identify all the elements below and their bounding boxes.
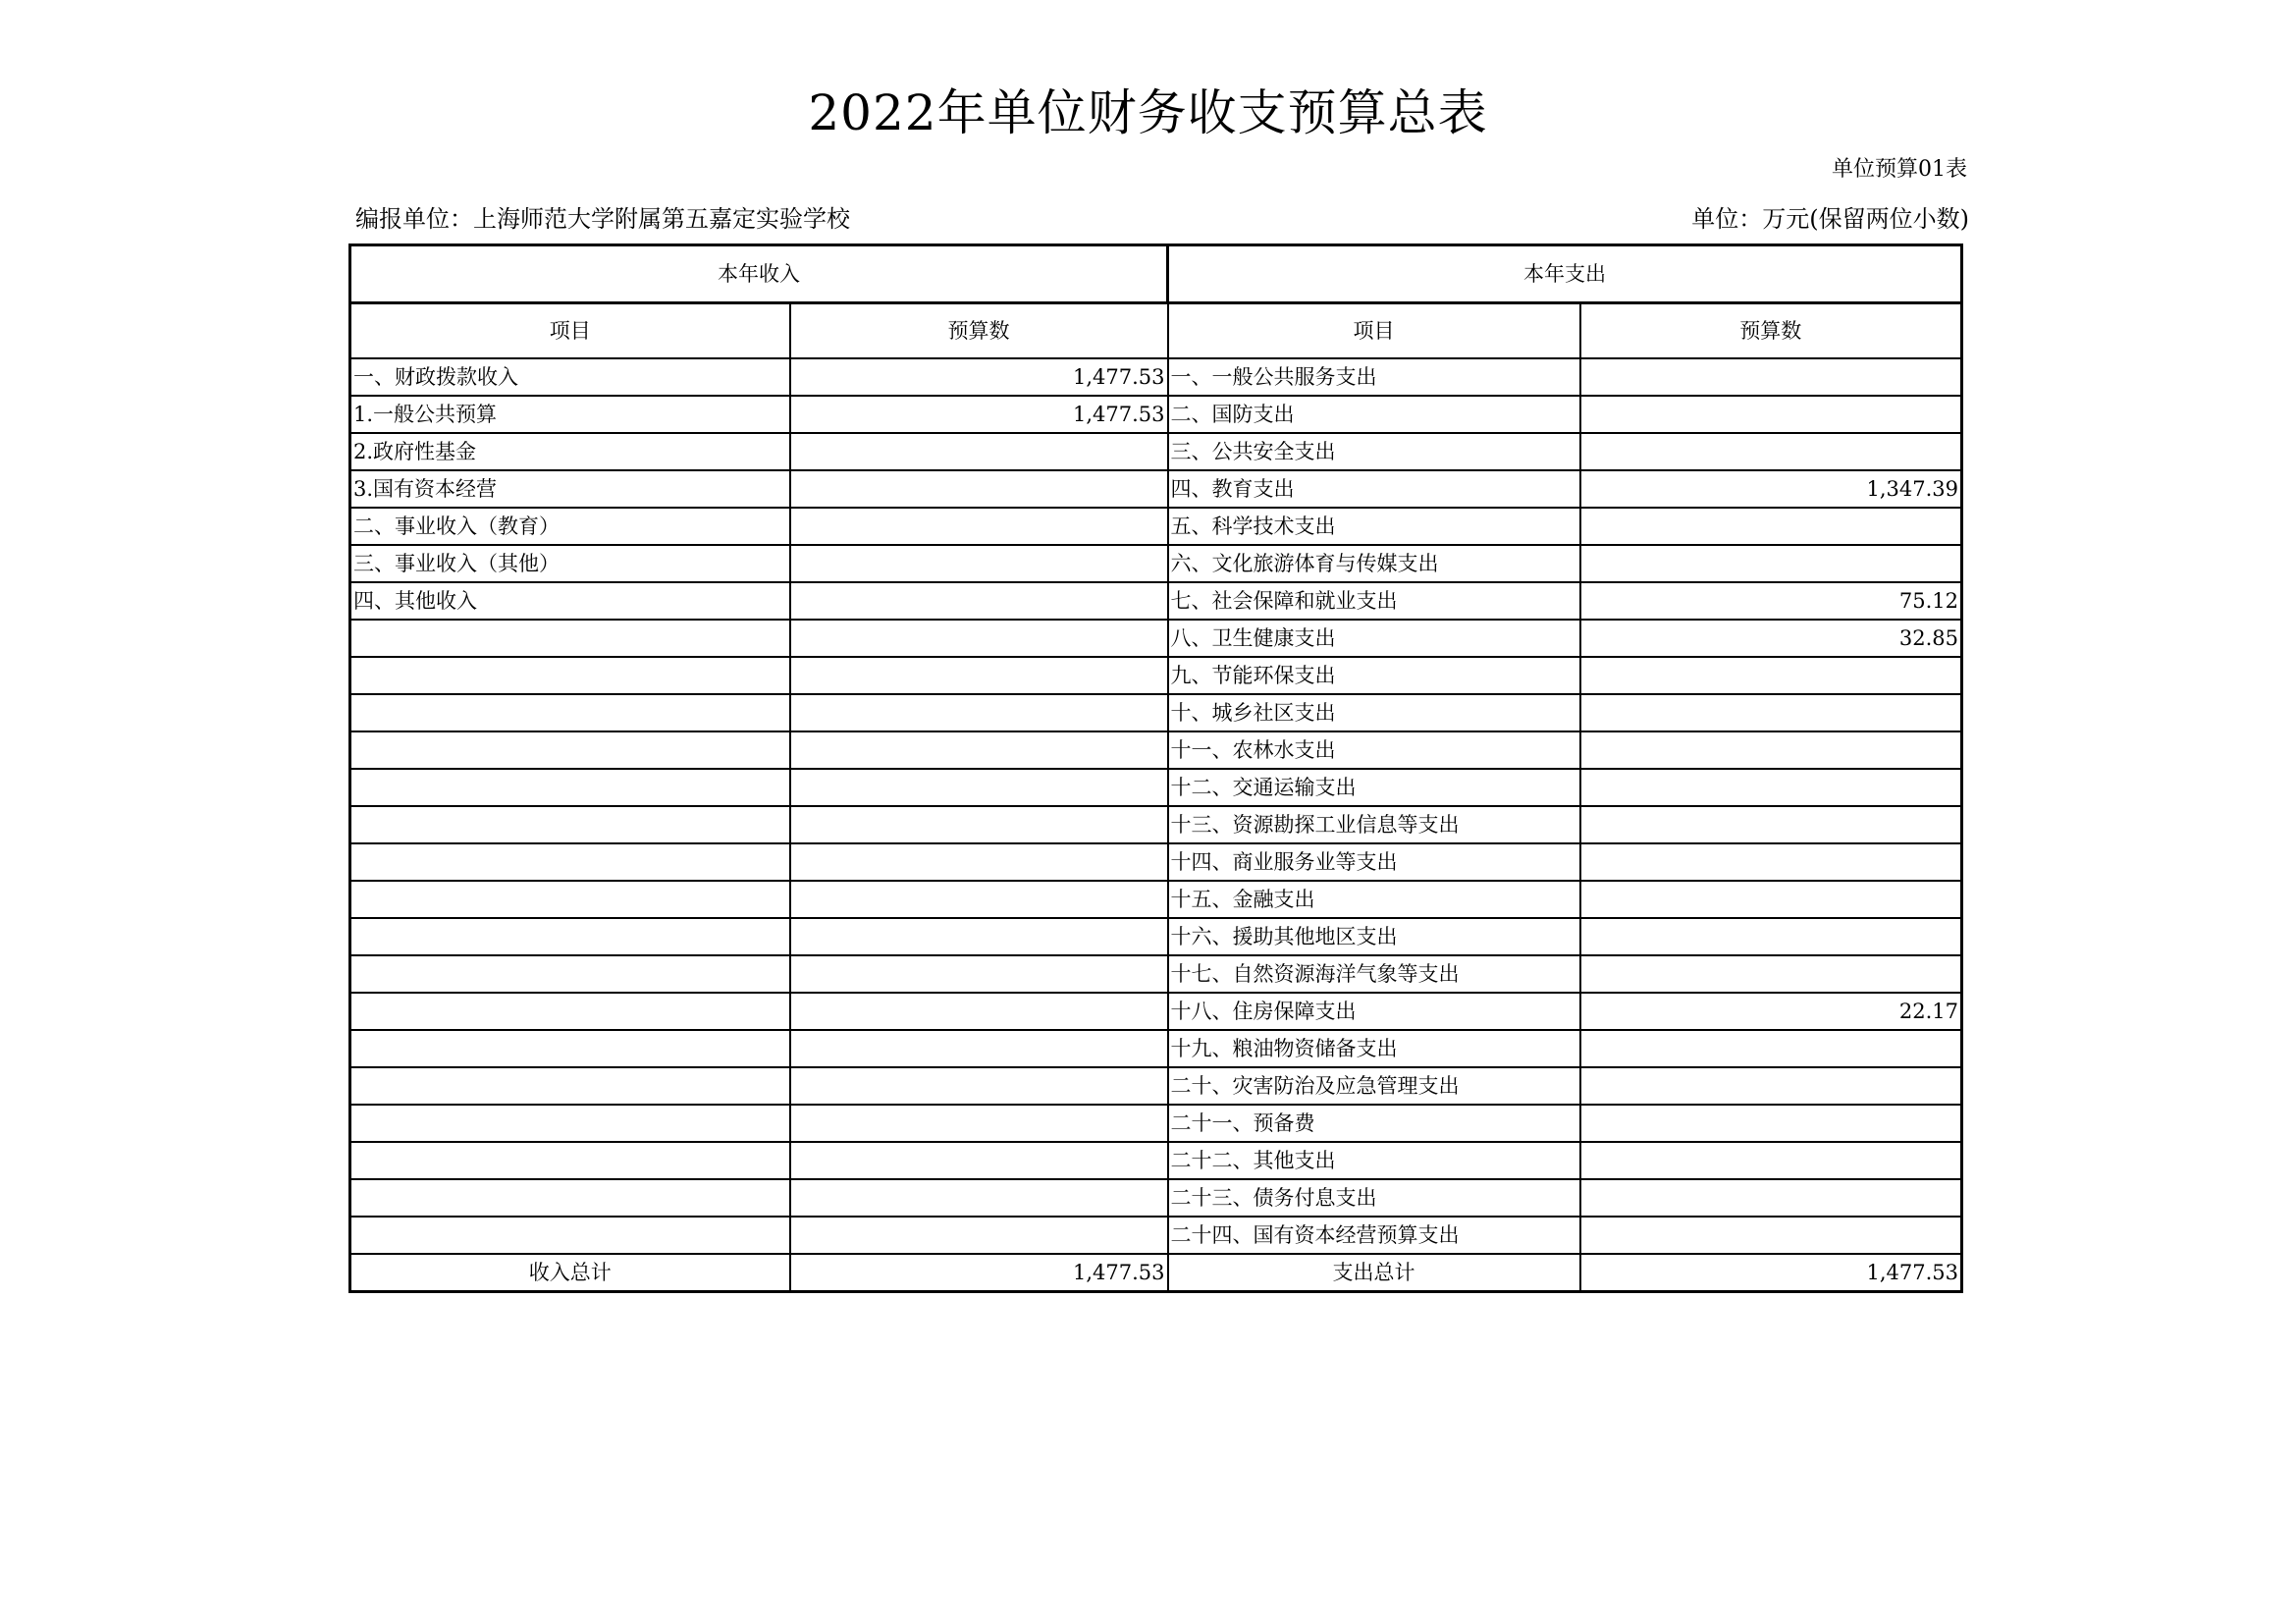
- table-row: [350, 1030, 1962, 1067]
- income-amount-cell: [790, 955, 1168, 993]
- expense-amount-cell: [1580, 545, 1962, 582]
- income-amount-cell: [790, 993, 1168, 1030]
- income-amount-cell: [790, 508, 1168, 545]
- income-item-cell: [350, 1105, 790, 1142]
- expense-amount-cell: [1580, 1105, 1962, 1142]
- income-amount-cell: 1,477.53: [790, 396, 1168, 433]
- expense-item-cell: 八、卫生健康支出: [1168, 620, 1580, 657]
- table-row: [350, 396, 1962, 433]
- expense-amount-cell: [1580, 433, 1962, 470]
- income-amount-cell: [790, 582, 1168, 620]
- income-item-cell: [350, 955, 790, 993]
- expense-item-cell: 二、国防支出: [1168, 396, 1580, 433]
- expense-item-cell: 三、公共安全支出: [1168, 433, 1580, 470]
- income-item-cell: [350, 993, 790, 1030]
- table-row: [350, 1142, 1962, 1179]
- income-amount-cell: 1,477.53: [790, 358, 1168, 396]
- expense-item-cell: 十七、自然资源海洋气象等支出: [1168, 955, 1580, 993]
- expense-item-cell: 十二、交通运输支出: [1168, 769, 1580, 806]
- income-amount-cell: [790, 1217, 1168, 1254]
- income-group-header: 本年收入: [350, 245, 1168, 303]
- table-row: [350, 433, 1962, 470]
- expense-item-cell: 四、教育支出: [1168, 470, 1580, 508]
- income-item-cell: [350, 1179, 790, 1217]
- income-amount-cell: [790, 1179, 1168, 1217]
- expense-amount-cell: [1580, 1142, 1962, 1179]
- expense-amount-cell: [1580, 918, 1962, 955]
- expense-total-label: 支出总计: [1168, 1254, 1580, 1292]
- income-amount-cell: [790, 1030, 1168, 1067]
- table-row: [350, 1217, 1962, 1254]
- table-row: [350, 1067, 1962, 1105]
- total-row: [350, 1254, 1962, 1292]
- expense-item-cell: 九、节能环保支出: [1168, 657, 1580, 694]
- table-row: [350, 993, 1962, 1030]
- expense-amount-cell: [1580, 769, 1962, 806]
- table-row: [350, 955, 1962, 993]
- table-row: [350, 881, 1962, 918]
- income-item-cell: [350, 1030, 790, 1067]
- income-item-cell: [350, 694, 790, 731]
- income-item-cell: [350, 918, 790, 955]
- expense-amount-cell: [1580, 694, 1962, 731]
- expense-amount-cell: 32.85: [1580, 620, 1962, 657]
- expense-amount-cell: [1580, 731, 1962, 769]
- expense-amount-cell: [1580, 1217, 1962, 1254]
- income-amount-cell: [790, 769, 1168, 806]
- expense-amount-cell: [1580, 508, 1962, 545]
- income-amount-cell: [790, 1105, 1168, 1142]
- income-item-cell: 一、财政拨款收入: [350, 358, 790, 396]
- expense-item-cell: 十三、资源勘探工业信息等支出: [1168, 806, 1580, 843]
- income-amount-cell: [790, 1142, 1168, 1179]
- expense-amount-cell: [1580, 657, 1962, 694]
- expense-amount-cell: 1,347.39: [1580, 470, 1962, 508]
- income-item-cell: 三、事业收入（其他）: [350, 545, 790, 582]
- reporting-org: 编报单位：上海师范大学附属第五嘉定实验学校: [355, 205, 850, 233]
- expense-group-header: 本年支出: [1168, 245, 1962, 303]
- table-row: [350, 806, 1962, 843]
- table-row: [350, 918, 1962, 955]
- income-item-cell: [350, 1142, 790, 1179]
- income-item-cell: [350, 620, 790, 657]
- income-amount-cell: [790, 918, 1168, 955]
- income-item-cell: [350, 731, 790, 769]
- income-item-cell: [350, 657, 790, 694]
- income-item-cell: [350, 806, 790, 843]
- income-item-header: 项目: [350, 303, 790, 359]
- table-row: [350, 358, 1962, 396]
- income-item-cell: [350, 1217, 790, 1254]
- income-amount-cell: [790, 881, 1168, 918]
- income-item-cell: [350, 1067, 790, 1105]
- income-item-cell: 1.一般公共预算: [350, 396, 790, 433]
- income-item-cell: [350, 881, 790, 918]
- income-amount-cell: [790, 806, 1168, 843]
- expense-item-cell: 十八、住房保障支出: [1168, 993, 1580, 1030]
- unit-note: 单位：万元(保留两位小数): [1691, 205, 1969, 233]
- income-item-cell: 3.国有资本经营: [350, 470, 790, 508]
- income-item-cell: 二、事业收入（教育）: [350, 508, 790, 545]
- income-amount-cell: [790, 620, 1168, 657]
- expense-item-cell: 十六、援助其他地区支出: [1168, 918, 1580, 955]
- table-row: [350, 508, 1962, 545]
- income-amount-cell: [790, 731, 1168, 769]
- expense-amount-cell: [1580, 806, 1962, 843]
- expense-amount-cell: [1580, 843, 1962, 881]
- expense-item-cell: 二十一、预备费: [1168, 1105, 1580, 1142]
- expense-item-cell: 二十三、债务付息支出: [1168, 1179, 1580, 1217]
- expense-amount-cell: [1580, 1030, 1962, 1067]
- table-row: [350, 731, 1962, 769]
- expense-item-cell: 二十、灾害防治及应急管理支出: [1168, 1067, 1580, 1105]
- table-row: [350, 657, 1962, 694]
- income-item-cell: [350, 843, 790, 881]
- expense-item-cell: 五、科学技术支出: [1168, 508, 1580, 545]
- income-item-cell: 2.政府性基金: [350, 433, 790, 470]
- expense-item-cell: 十九、粮油物资储备支出: [1168, 1030, 1580, 1067]
- form-code: 单位预算01表: [1832, 157, 1967, 182]
- group-header-row: [350, 245, 1962, 303]
- expense-item-cell: 十、城乡社区支出: [1168, 694, 1580, 731]
- income-amount-cell: [790, 843, 1168, 881]
- expense-amount-cell: [1580, 1179, 1962, 1217]
- table-row: [350, 1105, 1962, 1142]
- budget-table: [348, 244, 1963, 1293]
- expense-item-cell: 二十二、其他支出: [1168, 1142, 1580, 1179]
- expense-item-cell: 六、文化旅游体育与传媒支出: [1168, 545, 1580, 582]
- income-amount-cell: [790, 545, 1168, 582]
- income-total-label: 收入总计: [350, 1254, 790, 1292]
- expense-amount-cell: 75.12: [1580, 582, 1962, 620]
- expense-amount-cell: [1580, 955, 1962, 993]
- expense-amount-cell: [1580, 881, 1962, 918]
- expense-amount-cell: [1580, 396, 1962, 433]
- expense-item-cell: 二十四、国有资本经营预算支出: [1168, 1217, 1580, 1254]
- income-amount-cell: [790, 1067, 1168, 1105]
- income-amount-cell: [790, 470, 1168, 508]
- table-row: [350, 843, 1962, 881]
- expense-amount-cell: [1580, 1067, 1962, 1105]
- income-amount-cell: [790, 657, 1168, 694]
- expense-amount-cell: [1580, 358, 1962, 396]
- table-row: [350, 694, 1962, 731]
- income-item-cell: 四、其他收入: [350, 582, 790, 620]
- table-row: [350, 1179, 1962, 1217]
- table-row: [350, 545, 1962, 582]
- income-amount-cell: [790, 694, 1168, 731]
- table-row: [350, 769, 1962, 806]
- expense-item-cell: 十一、农林水支出: [1168, 731, 1580, 769]
- table-row: [350, 620, 1962, 657]
- table-row: [350, 470, 1962, 508]
- income-total-amount: 1,477.53: [790, 1254, 1168, 1292]
- expense-item-cell: 十四、商业服务业等支出: [1168, 843, 1580, 881]
- income-amount-header: 预算数: [790, 303, 1168, 359]
- expense-total-amount: 1,477.53: [1580, 1254, 1962, 1292]
- expense-item-cell: 一、一般公共服务支出: [1168, 358, 1580, 396]
- table-row: [350, 582, 1962, 620]
- income-amount-cell: [790, 433, 1168, 470]
- expense-amount-cell: 22.17: [1580, 993, 1962, 1030]
- expense-amount-header: 预算数: [1580, 303, 1962, 359]
- expense-item-cell: 十五、金融支出: [1168, 881, 1580, 918]
- expense-item-cell: 七、社会保障和就业支出: [1168, 582, 1580, 620]
- page-title: 2022年单位财务收支预算总表: [808, 84, 1488, 141]
- expense-item-header: 项目: [1168, 303, 1580, 359]
- income-item-cell: [350, 769, 790, 806]
- column-header-row: [350, 303, 1962, 359]
